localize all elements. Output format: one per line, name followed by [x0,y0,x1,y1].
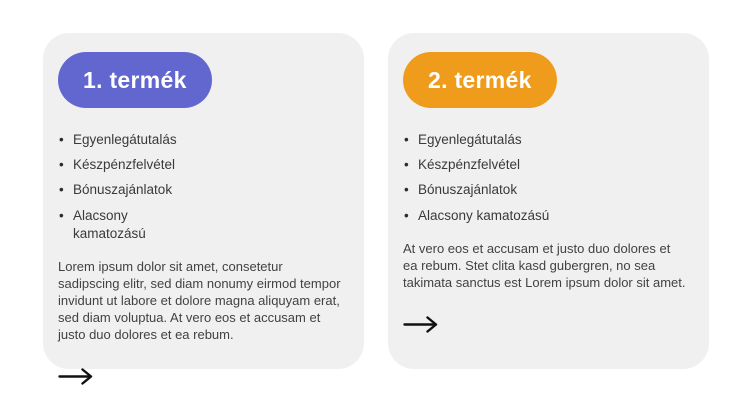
product-1-feature-list [58,131,342,243]
product-1-arrow-link[interactable] [58,368,94,385]
feature-item: • Alacsony kamatozású [58,207,159,243]
product-1-badge: 1. termék [58,52,212,108]
feature-item: • Készpénzfelvétel [403,156,687,174]
feature-item: • Bónuszajánlatok [403,181,687,199]
product-2-feature-list [403,131,687,225]
product-card-1 [43,33,364,369]
feature-item: • Bónuszajánlatok [58,181,342,199]
product-2-badge: 2. termék [403,52,557,108]
feature-item: • Készpénzfelvétel [58,156,342,174]
product-card-2 [388,33,709,369]
product-2-arrow-link[interactable] [403,316,439,333]
product-2-description: At vero eos et accusam et justo duo dolores et ea rebum. Stet clita kasd gubergren, no sea takimata sanctus est Lorem ipsum dolor sit amet. [403,240,686,290]
feature-item: • Egyenlegátutalás [58,131,342,149]
arrow-right-icon [58,368,94,385]
feature-item: • Alacsony kamatozású [403,207,687,225]
feature-item: • Egyenlegátutalás [403,131,687,149]
product-1-description: Lorem ipsum dolor sit amet, consetetur sadipscing elitr, sed diam nonumy eirmod tempor invidunt ut labore et dolore magna aliquyam erat, sed diam voluptua. At vero eos et accusam et justo duo dolores et ea rebum. [58,259,341,343]
arrow-right-icon [403,316,439,333]
